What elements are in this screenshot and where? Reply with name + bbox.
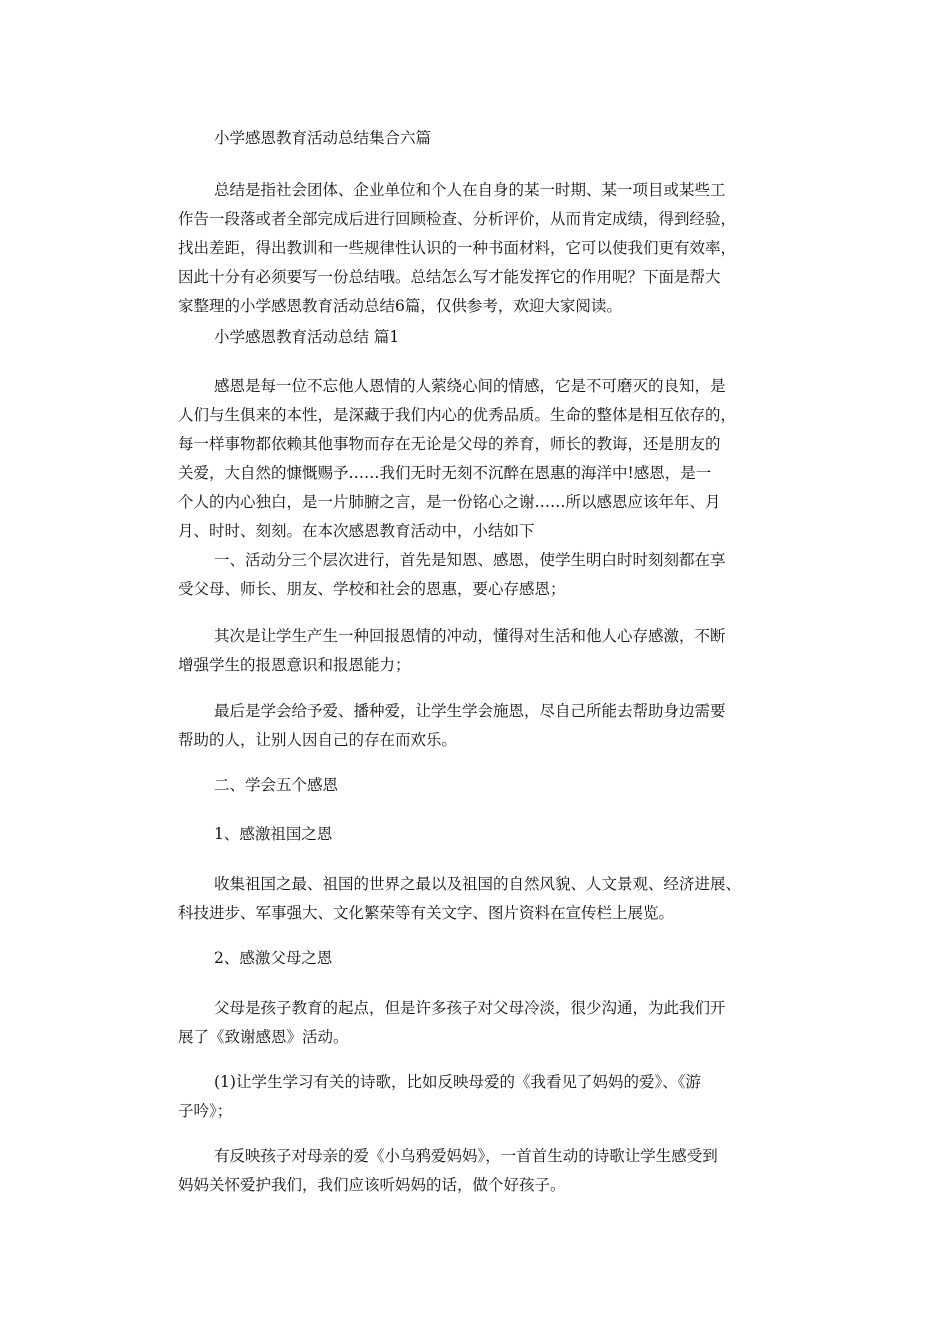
text-line: 家整理的小学感恩教育活动总结6篇，仅供参考，欢迎大家阅读。	[178, 297, 622, 315]
text-line: 总结是指社会团体、企业单位和个人在自身的某一时期、某一项目或某些工	[214, 181, 726, 199]
document-title: 小学感恩教育活动总结集合六篇	[214, 129, 432, 147]
paragraph-parents	[178, 994, 788, 1052]
paragraph-three-levels	[178, 546, 788, 604]
text-line: 父母是孩子教育的起点，但是许多孩子对父母冷淡，很少沟通，为此我们开	[214, 999, 726, 1017]
intro-paragraph	[178, 176, 788, 321]
paragraph-third-level	[178, 697, 788, 755]
text-line: 因此十分有必须要写一份总结哦。总结怎么写才能发挥它的作用呢？下面是帮大	[178, 268, 721, 286]
section-heading-1: 小学感恩教育活动总结 篇1	[214, 328, 400, 346]
paragraph-motherland	[178, 870, 788, 928]
text-line: (1)让学生学习有关的诗歌，比如反映母爱的《我看见了妈妈的爱》、《游	[214, 1073, 701, 1091]
text-line: 个人的内心独白，是一片肺腑之言，是一份铭心之谢……所以感恩应该年年、月	[178, 493, 721, 511]
text-line: 一、活动分三个层次进行，首先是知恩、感恩，使学生明白时时刻刻都在享	[214, 551, 726, 569]
paragraph-second-level	[178, 622, 788, 680]
text-line: 其次是让学生产生一种回报恩情的冲动，懂得对生活和他人心存感激，不断	[214, 627, 726, 645]
text-line: 子吟》；	[178, 1102, 233, 1120]
text-line: 每一样事物都依赖其他事物而存在无论是父母的养育，师长的教诲，还是朋友的	[178, 435, 721, 453]
text-line: 人们与生俱来的本性，是深藏于我们内心的优秀品质。生命的整体是相互依存的，	[178, 406, 737, 424]
text-line: 关爱，大自然的慷慨赐予……我们无时无刻不沉醉在恩惠的海洋中!感恩，是一	[178, 464, 712, 482]
text-line: 科技进步、军事强大、文化繁荣等有关文字、图片资料在宣传栏上展览。	[178, 904, 675, 922]
text-line: 感恩是每一位不忘他人恩情的人萦绕心间的情感，它是不可磨灭的良知，是	[214, 377, 726, 395]
text-line: 月、时时、刻刻。在本次感恩教育活动中，小结如下	[178, 522, 535, 540]
text-line: 最后是学会给予爱、播种爱，让学生学会施恩，尽自己所能去帮助身边需要	[214, 702, 726, 720]
text-line: 妈妈关怀爱护我们，我们应该听妈妈的话，做个好孩子。	[178, 1176, 566, 1194]
paragraph-little-crow	[178, 1142, 788, 1200]
paragraph-poems	[178, 1068, 788, 1126]
section-heading-five-gratitudes: 二、学会五个感恩	[214, 776, 339, 794]
text-line: 受父母、师长、朋友、学校和社会的恩惠，要心存感恩；	[178, 580, 566, 598]
subheading-parents: 2、感激父母之恩	[214, 949, 333, 967]
paragraph-gratitude	[178, 372, 788, 546]
text-line: 收集祖国之最、祖国的世界之最以及祖国的自然风貌、人文景观、经济进展、	[214, 875, 742, 893]
text-line: 增强学生的报恩意识和报恩能力；	[178, 656, 411, 674]
text-line: 展了《致谢感恩》活动。	[178, 1028, 349, 1046]
text-line: 帮助的人，让别人因自己的存在而欢乐。	[178, 731, 458, 749]
text-line: 有反映孩子对母亲的爱《小乌鸦爱妈妈》，一首首生动的诗歌让学生感受到	[214, 1147, 718, 1165]
subheading-motherland: 1、感激祖国之恩	[214, 825, 333, 843]
text-line: 作告一段落或者全部完成后进行回顾检查、分析评价，从而肯定成绩，得到经验，	[178, 210, 737, 228]
text-line: 找出差距，得出教训和一些规律性认识的一种书面材料，它可以使我们更有效率，	[178, 239, 737, 257]
